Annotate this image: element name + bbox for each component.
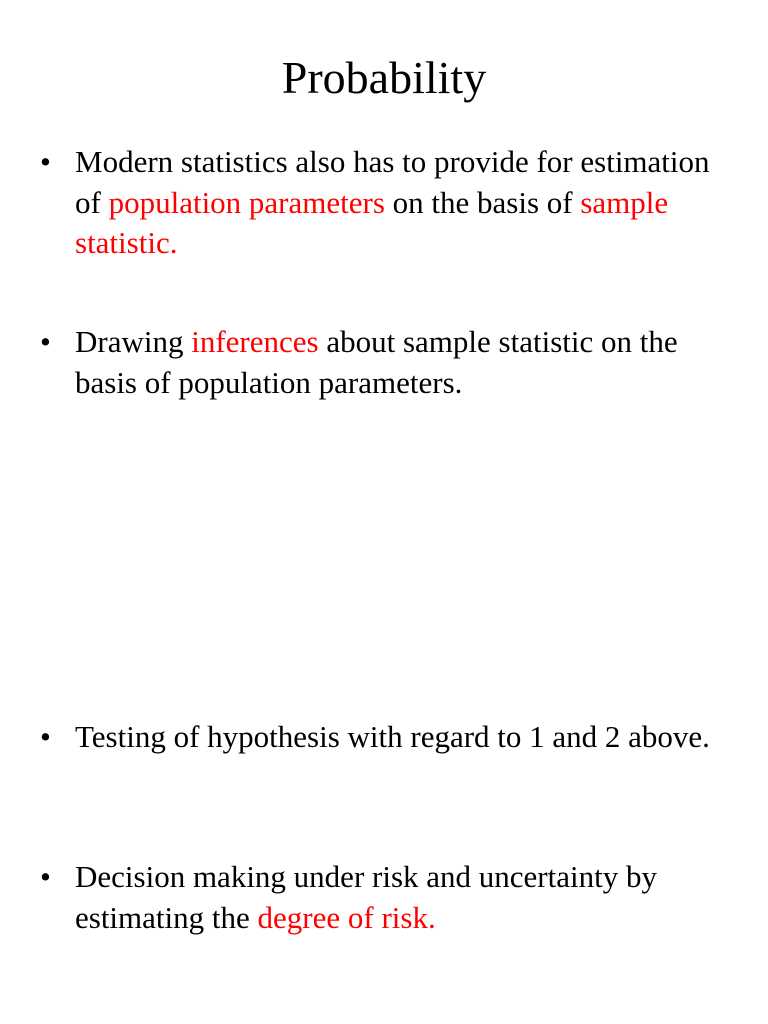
text-segment: Testing of hypothesis with regard to 1 and 2 above. <box>75 719 710 754</box>
bullet-text <box>75 857 720 938</box>
bullet-item <box>40 857 720 938</box>
bullet-icon: • <box>40 859 51 894</box>
bullet-item <box>40 717 720 758</box>
slide-title: Probability <box>281 52 487 103</box>
bullet-text <box>75 322 720 403</box>
bullet-icon: • <box>40 324 51 359</box>
text-segment: Drawing <box>75 324 192 359</box>
bullet-item <box>40 322 720 403</box>
bullet-icon: • <box>40 719 51 754</box>
bullet-icon: • <box>40 144 51 179</box>
bullet-text <box>75 717 720 758</box>
highlighted-text: degree of risk. <box>257 899 436 935</box>
text-segment: Decision making under risk and uncertainty by estimating the <box>75 859 657 935</box>
bullet-item <box>40 142 720 264</box>
highlighted-text: sample statistic. <box>75 184 669 260</box>
text-segment: about sample statistic on the basis of population parameters. <box>75 324 678 400</box>
bullet-text <box>75 142 720 264</box>
highlighted-text: population parameters <box>108 184 385 220</box>
text-segment: Modern statistics also has to provide for estimation of <box>75 144 710 220</box>
text-segment: on the basis of <box>384 184 581 220</box>
highlighted-text: inferences <box>191 324 319 359</box>
